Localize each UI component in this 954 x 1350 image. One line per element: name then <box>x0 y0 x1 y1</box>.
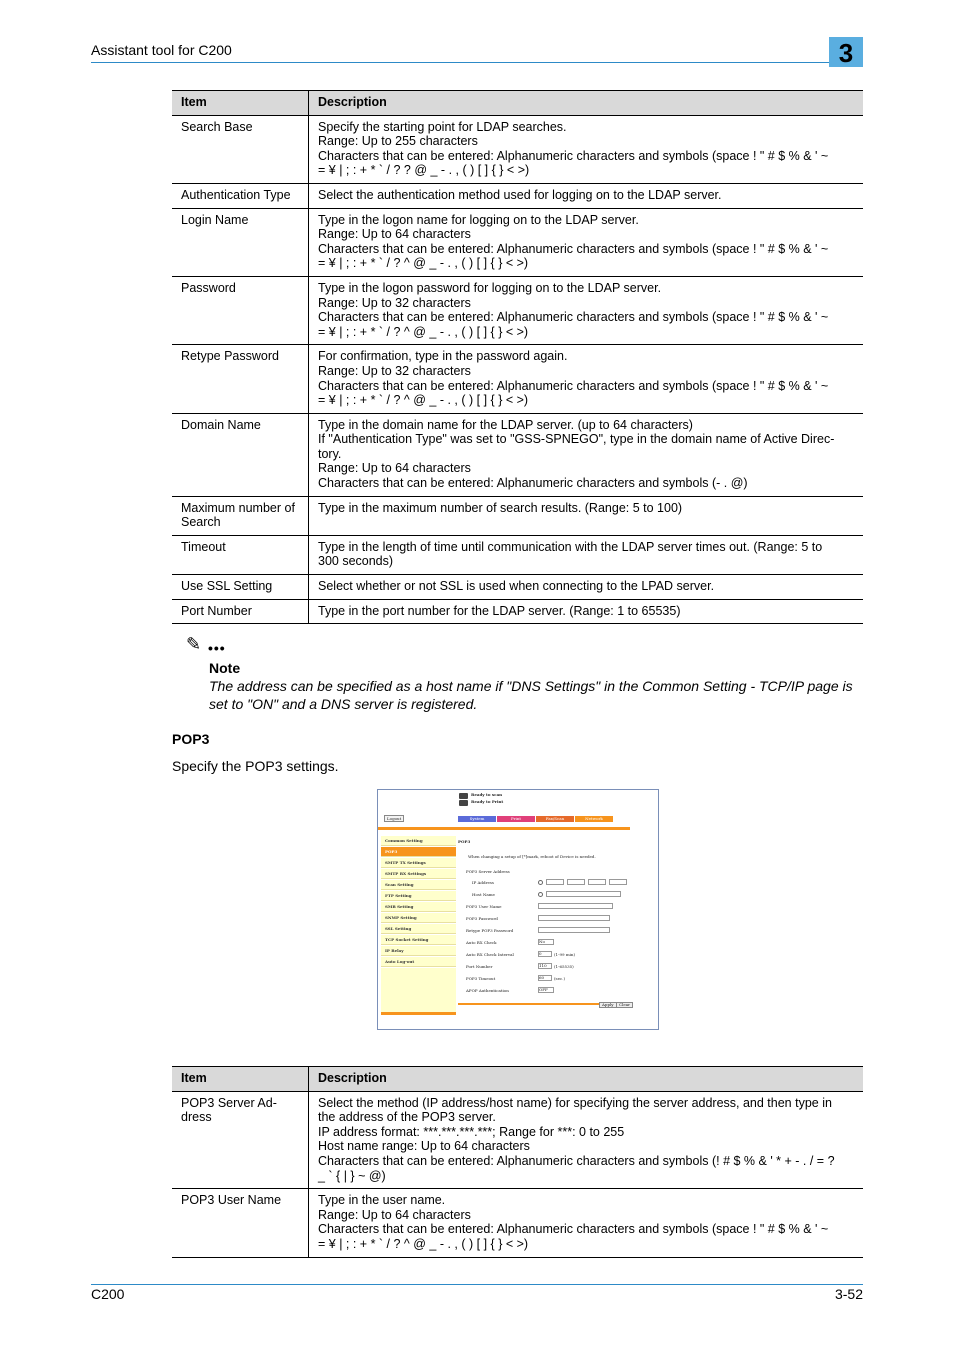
description-line: = ¥ | ; : + * ` / ? ^ @ _ - . , ( ) [ ] { } < >) <box>318 324 529 339</box>
table-row <box>172 208 863 276</box>
form-title: POP3 <box>458 839 471 844</box>
field-server-address: POP3 Server Address <box>466 869 510 874</box>
column-header-description: Description <box>309 1067 864 1092</box>
ip-octet-2[interactable] <box>567 879 585 885</box>
description-line: For confirmation, type in the password again. <box>318 349 568 364</box>
description-line: Range: Up to 32 characters <box>318 363 471 378</box>
sidebar-item-snmp-setting[interactable]: SNMP Setting <box>381 913 456 923</box>
description-line: Characters that can be entered: Alphanumeric characters and symbols (space ! " # $ % & ' ~ <box>318 310 829 325</box>
retype-password-input[interactable] <box>538 927 610 933</box>
port-range: (1-65535) <box>554 964 574 969</box>
table-row <box>172 1189 863 1257</box>
description-line: Characters that can be entered: Alphanumeric characters and symbols (- . @) <box>318 476 748 491</box>
item-cell: Search Base <box>172 115 309 183</box>
table-row <box>172 413 863 496</box>
description-line: Type in the logon password for logging on to the LDAP server. <box>318 280 662 295</box>
table-row <box>172 496 863 535</box>
ip-address-radio[interactable] <box>538 880 543 885</box>
description-line: Type in the user name. <box>318 1193 446 1208</box>
description-line: Characters that can be entered: Alphanumeric characters and symbols (space ! " # $ % & ' ~ <box>318 378 829 393</box>
item-cell: Maximum number of Search <box>172 496 309 535</box>
host-name-radio[interactable] <box>538 892 543 897</box>
description-line: Select the authentication method used for logging on to the LDAP server. <box>318 187 722 202</box>
description-line: tory. <box>318 446 342 461</box>
apop-select[interactable]: OFF <box>538 987 554 993</box>
description-cell <box>309 599 864 624</box>
description-line: Type in the length of time until communication with the LDAP server times out. (Range: 5 to <box>318 539 823 554</box>
ip-octet-3[interactable] <box>588 879 606 885</box>
port-input[interactable]: 110 <box>538 963 552 969</box>
note-ellipsis-icon: ••• <box>208 640 226 656</box>
field-port: Port Number <box>466 964 493 969</box>
item-cell: Authentication Type <box>172 183 309 208</box>
status-scan: Ready to scan <box>471 792 503 797</box>
sidebar-item-smtp-tx[interactable]: SMTP TX Settings <box>381 858 456 868</box>
sidebar-item-ftp-setting[interactable]: FTP Setting <box>381 891 456 901</box>
table-row <box>172 183 863 208</box>
note-label: Note <box>209 660 241 676</box>
user-name-input[interactable] <box>538 903 613 909</box>
description-line: = ¥ | ; : + * ` / ? ^ @ _ - . , ( ) [ ] { } < >) <box>318 393 529 408</box>
field-user-name: POP3 User Name <box>466 904 502 909</box>
description-cell <box>309 183 864 208</box>
ip-octet-1[interactable] <box>546 879 564 885</box>
description-line: Characters that can be entered: Alphanumeric characters and symbols (space ! " # $ % & ' ~ <box>318 1222 829 1237</box>
description-line: Select the method (IP address/host name) for specifying the server address, and then type in <box>318 1095 832 1110</box>
table-row <box>172 345 863 413</box>
description-line: Characters that can be entered: Alphanumeric characters and symbols (! # $ % & ' * + - . / = ? <box>318 1153 835 1168</box>
page-header-title: Assistant tool for C200 <box>91 42 232 58</box>
footer-model: C200 <box>91 1286 125 1302</box>
chapter-number-badge: 3 <box>829 37 863 67</box>
description-line: Range: Up to 32 characters <box>318 295 471 310</box>
description-line: Specify the starting point for LDAP searches. <box>318 119 567 134</box>
sidebar-item-tcp-socket[interactable]: TCP Socket Setting <box>381 935 456 945</box>
description-cell <box>309 345 864 413</box>
field-interval: Auto RX Check Interval <box>466 952 514 957</box>
field-retype: Retype POP3 Password <box>466 928 514 933</box>
item-cell: Retype Password <box>172 345 309 413</box>
description-line: = ¥ | ; : + * ` / ? ^ @ _ - . , ( ) [ ] { } < >) <box>318 256 529 271</box>
sidebar-item-auto-logout[interactable]: Auto Log-out <box>381 957 456 967</box>
pop3-settings-table <box>172 1066 863 1258</box>
description-line: Range: Up to 64 characters <box>318 227 471 242</box>
host-name-input[interactable] <box>546 891 621 897</box>
description-line: Range: Up to 64 characters <box>318 1207 471 1222</box>
tab-fax-scan[interactable]: Fax/Scan <box>536 816 574 822</box>
tab-underline <box>378 827 630 830</box>
header-rule <box>91 62 863 63</box>
tab-network[interactable]: Network <box>575 816 613 822</box>
interval-range: (1-99 min) <box>554 952 576 957</box>
description-cell <box>309 535 864 574</box>
section-intro: Specify the POP3 settings. <box>172 758 339 774</box>
item-cell: Domain Name <box>172 413 309 496</box>
description-cell <box>309 208 864 276</box>
description-line: Type in the logon name for logging on to the LDAP server. <box>318 212 639 227</box>
sidebar-item-common-setting[interactable]: Common Setting <box>381 836 456 846</box>
status-print: Ready to Print <box>471 799 504 804</box>
note-text: The address can be specified as a host name if "DNS Settings" in the Common Setting - TCP/IP page is set to "ON" and a DNS server is registered. <box>209 678 853 712</box>
item-cell: Port Number <box>172 599 309 624</box>
description-line: = ¥ | ; : + * ` / ? ^ @ _ - . , ( ) [ ] { } < >) <box>318 1236 529 1251</box>
pop3-settings-screenshot <box>377 789 659 1030</box>
item-cell: POP3 User Name <box>172 1189 309 1257</box>
field-timeout: POP3 Timeout <box>466 976 496 981</box>
table-row <box>172 115 863 183</box>
description-line: _ ` { | } ~ @) <box>318 1168 386 1183</box>
sidebar-item-scan-setting[interactable]: Scan Setting <box>381 880 456 890</box>
footer-page-number: 3-52 <box>834 1286 863 1302</box>
password-input[interactable] <box>538 915 610 921</box>
note-pencil-icon: ✎ <box>186 634 202 654</box>
sidebar-item-ssl-setting[interactable]: SSL Setting <box>381 924 456 934</box>
field-host-name: Host Name <box>472 892 495 897</box>
description-line: Type in the maximum number of search results. (Range: 5 to 100) <box>318 500 683 515</box>
logout-button[interactable]: Logout <box>384 815 404 822</box>
scanner-icon <box>459 793 468 799</box>
description-cell <box>309 1189 864 1257</box>
item-cell: Password <box>172 276 309 344</box>
description-line: 300 seconds) <box>318 554 394 569</box>
field-ip-address: IP Address <box>472 880 494 885</box>
top-tabs <box>458 816 613 822</box>
sidebar-item-smb-setting[interactable]: SMB Setting <box>381 902 456 912</box>
sidebar-item-smtp-rx[interactable]: SMTP RX Settings <box>381 869 456 879</box>
description-cell <box>309 575 864 600</box>
ip-octet-4[interactable] <box>609 879 627 885</box>
description-cell <box>309 276 864 344</box>
table-row <box>172 575 863 600</box>
description-line: Type in the domain name for the LDAP server. (up to 64 characters) <box>318 417 693 432</box>
reboot-notice: When changing a setup of [*]mark, reboot of Device is needed. <box>468 854 596 859</box>
timeout-select[interactable]: 60 <box>538 975 552 981</box>
field-password: POP3 Password <box>466 916 498 921</box>
description-line: Characters that can be entered: Alphanumeric characters and symbols (space ! " # $ % & ' ~ <box>318 148 829 163</box>
item-cell: Use SSL Setting <box>172 575 309 600</box>
description-line: Select whether or not SSL is used when connecting to the LPAD server. <box>318 579 715 594</box>
description-line: Range: Up to 64 characters <box>318 461 471 476</box>
description-line: Characters that can be entered: Alphanumeric characters and symbols (space ! " # $ % & ' ~ <box>318 241 829 256</box>
column-header-item: Item <box>172 1067 309 1092</box>
ldap-settings-table <box>172 90 863 624</box>
description-line: Type in the port number for the LDAP server. (Range: 1 to 65535) <box>318 603 681 618</box>
description-cell <box>309 115 864 183</box>
description-cell <box>309 1091 864 1189</box>
item-cell: Login Name <box>172 208 309 276</box>
field-apop: APOP Authentication <box>466 988 509 993</box>
description-line: the address of the POP3 server. <box>318 1110 496 1125</box>
column-header-item: Item <box>172 91 309 116</box>
item-cell: POP3 Server Ad-dress <box>172 1091 309 1189</box>
column-header-description: Description <box>309 91 864 116</box>
sidebar-item-pop3[interactable]: POP3 <box>381 847 456 857</box>
table-row <box>172 535 863 574</box>
table-row <box>172 599 863 624</box>
timeout-unit: (sec.) <box>554 976 566 981</box>
interval-input[interactable]: 0 <box>538 951 552 957</box>
table-row <box>172 276 863 344</box>
printer-icon <box>459 800 468 806</box>
apply-button[interactable]: Apply <box>599 1002 617 1008</box>
footer-rule <box>91 1284 863 1285</box>
tab-print[interactable]: Print <box>497 816 535 822</box>
table-row <box>172 1091 863 1189</box>
description-line: IP address format: ***.***.***.***; Range for ***: 0 to 255 <box>318 1124 625 1139</box>
clear-button[interactable]: Clear <box>616 1002 633 1008</box>
description-line: If "Authentication Type" was set to "GSS-SPNEGO", type in the domain name of Active Direc- <box>318 432 835 447</box>
description-line: = ¥ | ; : + * ` / ? ? @ _ - . , ( ) [ ] { } < >) <box>318 163 530 178</box>
settings-sidebar <box>381 836 456 1015</box>
pop3-form <box>458 836 630 1006</box>
sidebar-item-ip-relay[interactable]: IP Relay <box>381 946 456 956</box>
description-line: Range: Up to 255 characters <box>318 134 478 149</box>
tab-system[interactable]: System <box>458 816 496 822</box>
description-cell <box>309 413 864 496</box>
auto-rx-select[interactable]: No <box>538 939 554 945</box>
field-auto-rx: Auto RX Check <box>466 940 497 945</box>
section-title: POP3 <box>172 731 210 747</box>
description-cell <box>309 496 864 535</box>
description-line: Host name range: Up to 64 characters <box>318 1139 530 1154</box>
item-cell: Timeout <box>172 535 309 574</box>
